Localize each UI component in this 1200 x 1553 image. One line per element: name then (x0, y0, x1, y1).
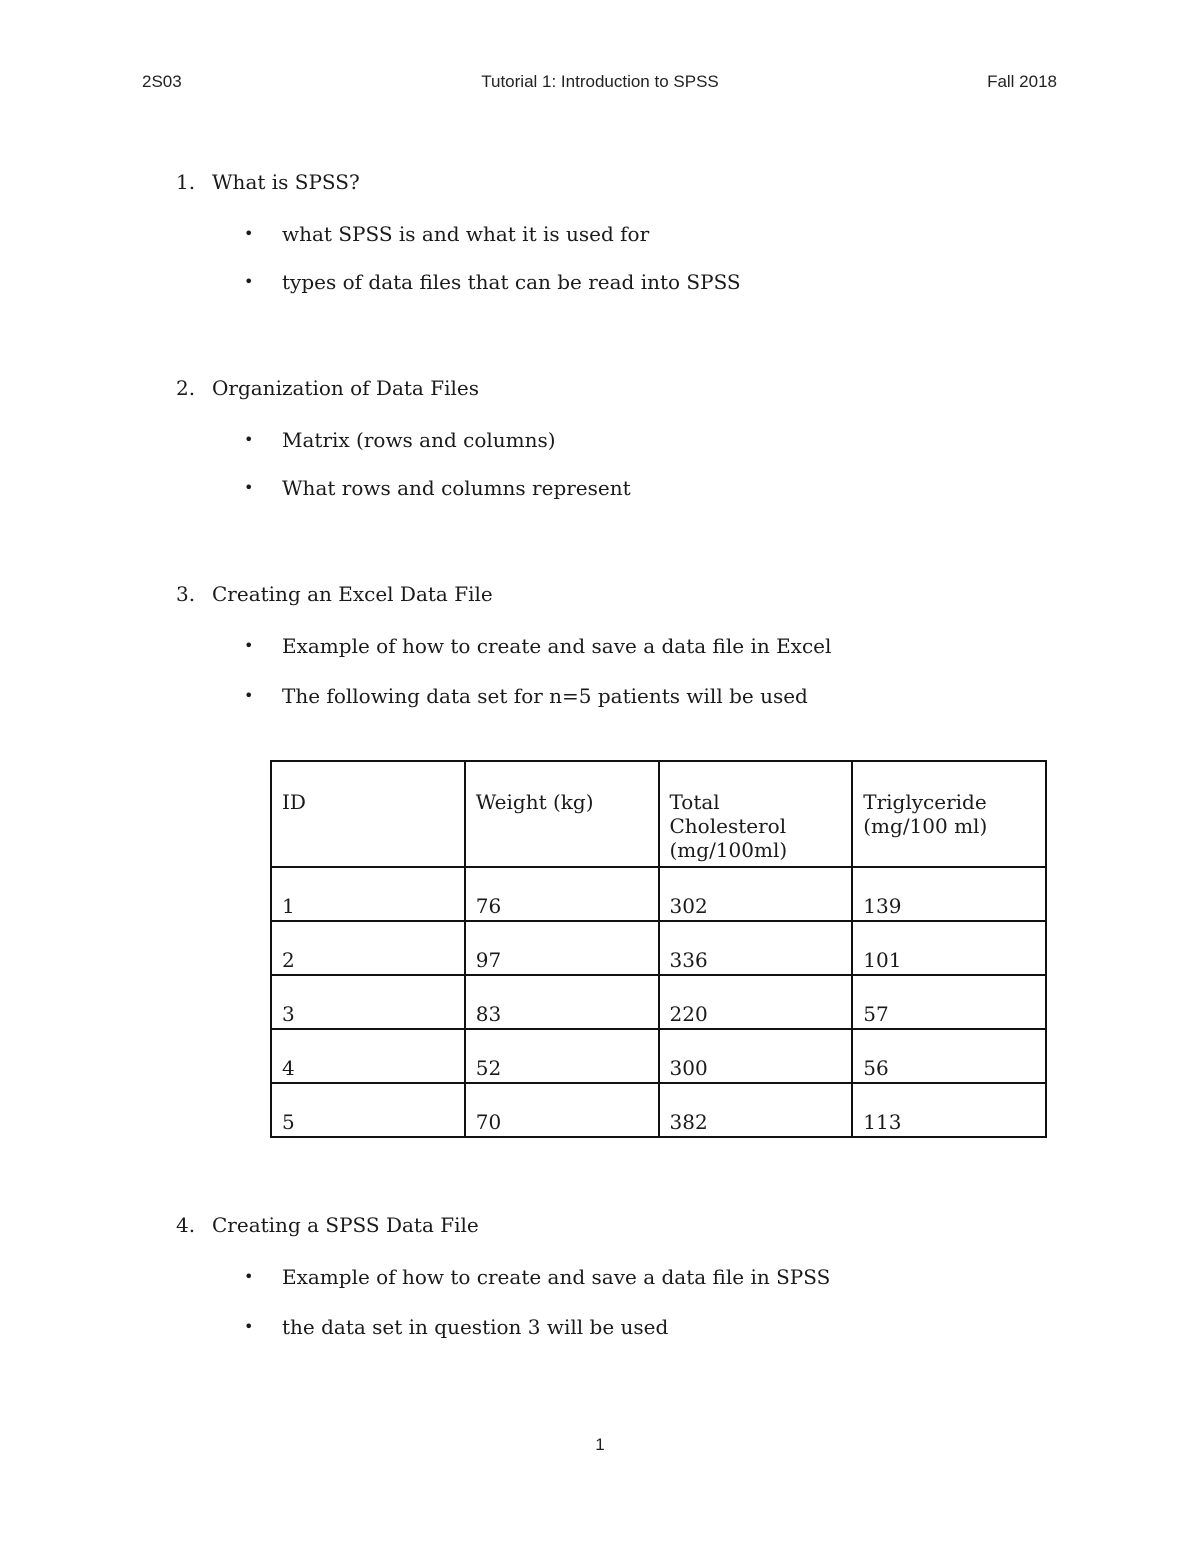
bullet-text: The following data set for n=5 patients will be used (282, 684, 808, 708)
table-header-cell (271, 761, 465, 867)
table-cell: 300 (659, 1029, 853, 1083)
table-cell: 70 (465, 1083, 659, 1137)
table-row (271, 975, 1046, 1029)
header-title: Tutorial 1: Introduction to SPSS (481, 72, 719, 91)
table-cell: 56 (852, 1029, 1046, 1083)
table-cell: 336 (659, 921, 853, 975)
table-cell: 220 (659, 975, 853, 1029)
table-cell: 101 (852, 921, 1046, 975)
bullet-text: Example of how to create and save a data file in SPSS (282, 1265, 831, 1289)
header-line: (mg/100ml) (669, 838, 788, 862)
bullet-text: Example of how to create and save a data file in Excel (282, 634, 832, 658)
header-course-code: 2S03 (142, 72, 182, 91)
table-row (271, 921, 1046, 975)
header-term: Fall 2018 (987, 72, 1057, 91)
bullet-icon: • (244, 478, 254, 497)
table-cell: 3 (271, 975, 465, 1029)
bullet-text: What rows and columns represent (282, 476, 631, 500)
bullet-icon: • (244, 224, 254, 243)
table-cell: 97 (465, 921, 659, 975)
section-2-title: Organization of Data Files (212, 376, 479, 400)
bullet-text: the data set in question 3 will be used (282, 1315, 669, 1339)
table-cell: 76 (465, 867, 659, 921)
table-cell: 5 (271, 1083, 465, 1137)
table-cell: 83 (465, 975, 659, 1029)
table-row (271, 867, 1046, 921)
section-2-number: 2. (176, 376, 196, 400)
bullet-icon: • (244, 1317, 254, 1336)
header-line: Weight (kg) (475, 790, 594, 814)
section-1-heading (176, 170, 360, 194)
bullet-icon: • (244, 272, 254, 291)
section-3-bullet-1 (244, 634, 831, 658)
table-cell: 1 (271, 867, 465, 921)
bullet-icon: • (244, 1267, 254, 1286)
table-header-cell (465, 761, 659, 867)
header-line: Triglyceride (863, 790, 987, 814)
section-4-bullet-1 (244, 1265, 830, 1289)
table-cell: 302 (659, 867, 853, 921)
section-1-number: 1. (176, 170, 196, 194)
section-3-heading (176, 582, 493, 606)
section-2-bullet-1 (244, 428, 556, 452)
section-3-title: Creating an Excel Data File (212, 582, 493, 606)
table-cell: 52 (465, 1029, 659, 1083)
table-header-row (271, 761, 1046, 867)
bullet-icon: • (244, 430, 254, 449)
section-3-number: 3. (176, 582, 196, 606)
table-header-cell (659, 761, 853, 867)
header-line: Cholesterol (669, 814, 787, 838)
section-3-bullet-2 (244, 684, 808, 708)
table-cell: 113 (852, 1083, 1046, 1137)
table-cell: 139 (852, 867, 1046, 921)
section-4-bullet-2 (244, 1315, 668, 1339)
table-row (271, 1083, 1046, 1137)
table-cell: 2 (271, 921, 465, 975)
section-4-number: 4. (176, 1213, 196, 1237)
table-row (271, 1029, 1046, 1083)
section-1-bullet-1 (244, 222, 649, 246)
section-1-title: What is SPSS? (212, 170, 360, 194)
bullet-text: types of data files that can be read into SPSS (282, 270, 741, 294)
table-header-cell (852, 761, 1046, 867)
section-4-title: Creating a SPSS Data File (212, 1213, 479, 1237)
table-cell: 4 (271, 1029, 465, 1083)
header-line: (mg/100 ml) (863, 814, 988, 838)
section-1-bullet-2 (244, 270, 741, 294)
bullet-icon: • (244, 686, 254, 705)
table-cell: 382 (659, 1083, 853, 1137)
bullet-text: what SPSS is and what it is used for (282, 222, 650, 246)
bullet-icon: • (244, 636, 254, 655)
table-cell: 57 (852, 975, 1046, 1029)
section-2-bullet-2 (244, 476, 631, 500)
page-number: 1 (595, 1435, 605, 1454)
header-line: ID (282, 790, 306, 814)
header-line: Total (669, 790, 720, 814)
section-4-heading (176, 1213, 479, 1237)
bullet-text: Matrix (rows and columns) (282, 428, 556, 452)
section-2-heading (176, 376, 479, 400)
patient-data-table (270, 760, 1047, 1138)
